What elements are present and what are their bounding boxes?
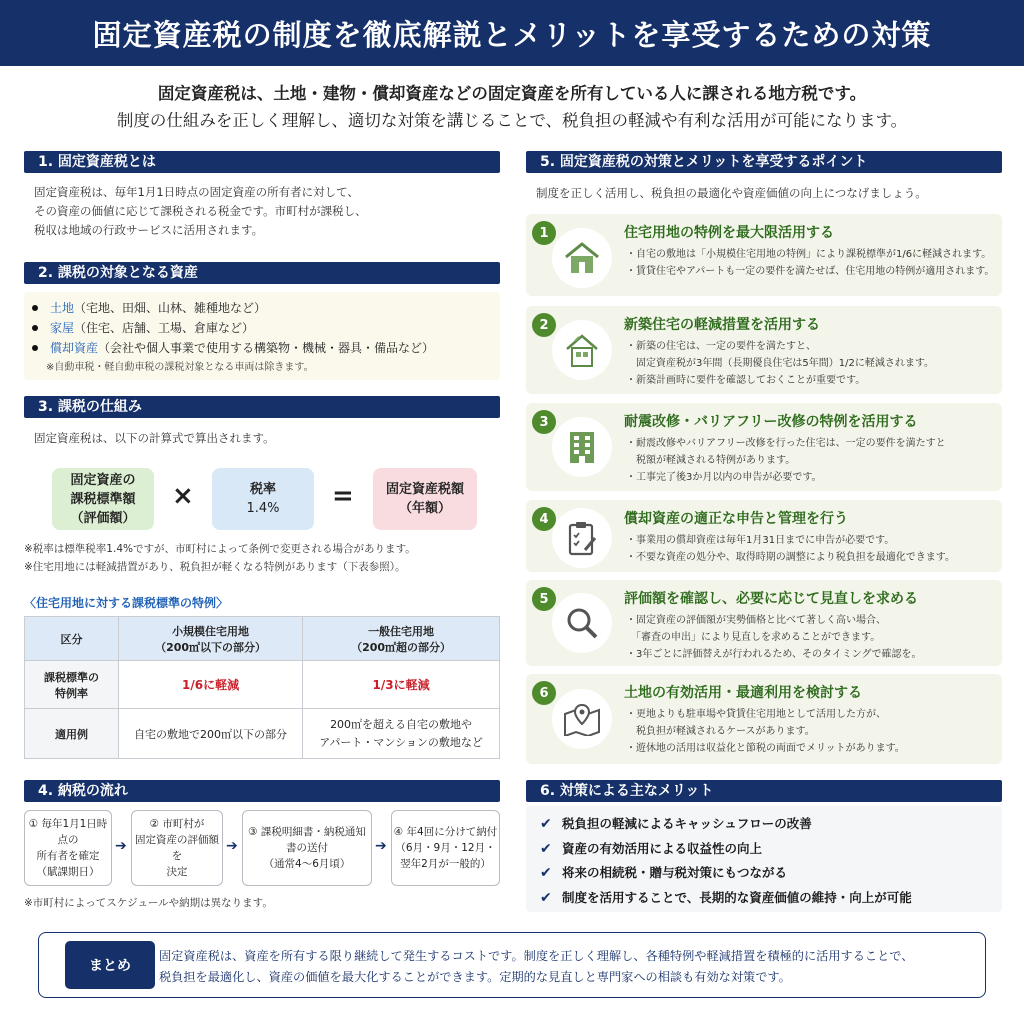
section-1-body: [34, 183, 367, 240]
merit-item: [540, 837, 1002, 862]
formula-text: （評価額）: [70, 510, 136, 526]
merit-item: [540, 812, 1002, 837]
tip-number: 1: [532, 221, 556, 245]
formula-text: 固定資産の: [70, 472, 136, 488]
table-cell: 200㎡を超える自宅の敷地や アパート・マンションの敷地など: [303, 709, 500, 759]
page-title: 固定資産税の制度を徹底解説とメリットを享受するための対策: [0, 0, 1024, 66]
table-cell: 1/3に軽減: [303, 661, 500, 709]
tip-body: [626, 532, 998, 566]
formula-tax-rate-box: [212, 468, 314, 530]
section-1-heading: 1. 固定資産税とは: [24, 151, 500, 173]
asset-item-house: [50, 318, 500, 338]
check-icon: ✔: [540, 816, 552, 832]
asset-key: 償却資産: [50, 341, 99, 355]
tip-title: 評価額を確認し、必要に応じて見直しを求める: [624, 591, 918, 607]
tip-body: [626, 435, 998, 486]
section-3-heading: 3. 課税の仕組み: [24, 396, 500, 418]
tip-line: 固定資産税が3年間（長期優良住宅は5年間）1/2に軽減されます。: [626, 358, 935, 369]
flow-step: ③ 課税明細書・納税通知書の送付 （通常4〜6月頃）: [242, 810, 372, 886]
intro: [0, 80, 1024, 134]
formula-note: ※住宅用地には軽減措置があり、税負担が軽くなる特例があります（下表参照）。: [24, 561, 406, 573]
formula-text: 1.4%: [246, 501, 280, 516]
formula-tax-base-box: [52, 468, 154, 530]
multiply-sign: ×: [172, 481, 194, 511]
flow-step: ① 毎年1月1日時点の 所有者を確定 （賦課期日）: [24, 810, 112, 886]
tip-line: 税額が軽減される特例があります。: [626, 455, 796, 466]
building-icon: [552, 417, 612, 477]
equals-sign: =: [332, 481, 354, 511]
asset-list: [24, 292, 500, 380]
tip-line: 「審査の申出」により見直しを求めることができます。: [626, 632, 881, 643]
merit-text: 税負担の軽減によるキャッシュフローの改善: [562, 816, 812, 831]
tip-line: ・新築の住宅は、一定の要件を満たすと、: [626, 341, 816, 352]
section-5-intro: 制度を正しく活用し、税負担の最適化や資産価値の向上につなげましょう。: [536, 186, 927, 200]
table-header-row: [25, 617, 500, 661]
asset-desc: （住宅、店舗、工場、倉庫など）: [74, 321, 255, 335]
tip-number: 3: [532, 410, 556, 434]
tip-number: 2: [532, 313, 556, 337]
check-icon: ✔: [540, 840, 552, 857]
intro-line-1: 固定資産税は、土地・建物・償却資産などの固定資産を所有している人に課される地方税です。: [157, 84, 867, 103]
table-title: 〈住宅用地に対する課税標準の特例〉: [24, 596, 229, 610]
tip-line: ・固定資産の評価額が実勢価格と比べて著しく高い場合、: [626, 615, 886, 626]
intro-line-2: 制度の仕組みを正しく理解し、適切な対策を講じることで、税負担の軽減や有利な活用が可能になります。: [116, 111, 908, 130]
tip-title: 償却資産の適正な申告と管理を行う: [624, 511, 848, 527]
table-header-cell: 一般住宅用地 （200㎡超の部分）: [303, 617, 500, 661]
tip-line: ・遊休地の活用は収益化と節税の両面でメリットがあります。: [626, 743, 905, 754]
asset-item-depreciable: [50, 338, 500, 358]
tip-line: ・不要な資産の処分や、取得時期の調整により税負担を最適化できます。: [626, 552, 955, 563]
flow-arrow-icon: ➔: [226, 838, 238, 854]
new-house-icon: [552, 320, 612, 380]
section-4-heading: 4. 納税の流れ: [24, 780, 500, 802]
tip-line: ・耐震改修やバリアフリー改修を行った住宅は、一定の要件を満たすと: [626, 438, 946, 449]
tip-number: 5: [532, 587, 556, 611]
formula-tax-amount-box: [373, 468, 477, 530]
tip-card: [526, 214, 1002, 296]
section-1-line: 税収は地域の行政サービスに活用されます。: [34, 223, 264, 237]
summary-line: 固定資産税は、資産を所有する限り継続して発生するコストです。制度を正しく理解し、各種特例や軽減措置を積極的に活用することで、: [159, 949, 914, 963]
table-row-label: 適用例: [25, 709, 119, 759]
tip-card: [526, 580, 1002, 666]
flow-arrow-icon: ➔: [115, 838, 127, 854]
formula-text: 税率: [249, 482, 276, 497]
merit-item: [540, 886, 1002, 911]
section-5-heading: 5. 固定資産税の対策とメリットを享受するポイント: [526, 151, 1002, 173]
formula-intro: 固定資産税は、以下の計算式で算出されます。: [34, 431, 275, 445]
formula-note: ※税率は標準税率1.4%ですが、市町村によって条例で変更される場合があります。: [24, 543, 416, 555]
asset-key: 家屋: [50, 321, 75, 335]
table-row: [25, 709, 500, 759]
asset-desc: （会社や個人事業で使用する構築物・機械・器具・備品など）: [98, 341, 435, 355]
special-rate-table: [24, 616, 500, 759]
tip-line: ・事業用の償却資産は毎年1月31日までに申告が必要です。: [626, 535, 895, 546]
formula-text: 課税標準額: [70, 491, 136, 507]
section-1-line: 固定資産税は、毎年1月1日時点の固定資産の所有者に対して、: [34, 185, 359, 199]
tip-title: 耐震改修・バリアフリー改修の特例を活用する: [624, 414, 918, 430]
asset-key: 土地: [50, 301, 75, 315]
tip-line: ・更地よりも駐車場や貸賃住宅用地として活用した方が、: [626, 709, 886, 720]
tip-card: [526, 674, 1002, 764]
tip-body: [626, 612, 998, 663]
merit-text: 将来の相続税・贈与税対策にもつながる: [562, 865, 788, 880]
map-pin-icon: [552, 689, 612, 749]
flow-arrow-icon: ➔: [375, 838, 387, 854]
summary-box: [38, 932, 986, 998]
tip-card: [526, 500, 1002, 572]
table-row-label: 課税標準の 特例率: [25, 661, 119, 709]
merit-list: [526, 806, 1002, 912]
tip-body: [626, 338, 998, 389]
check-icon: ✔: [540, 889, 552, 906]
table-cell: 自宅の敷地で200㎡以下の部分: [119, 709, 303, 759]
flow-step: ② 市町村が 固定資産の評価額を 決定: [131, 810, 223, 886]
section-6-heading: 6. 対策による主なメリット: [526, 780, 1002, 802]
merit-text: 資産の有効活用による収益性の向上: [562, 840, 763, 856]
summary-text: [159, 946, 985, 988]
tip-line: ・自宅の敷地は「小規模住宅用地の特例」により課税標準が1/6に軽減されます。: [626, 249, 992, 260]
tip-body: [626, 246, 998, 280]
section-2-heading: 2. 課税の対象となる資産: [24, 262, 500, 284]
check-icon: ✔: [540, 865, 552, 881]
merit-item: [540, 861, 1002, 886]
tip-line: ・新築計画時に要件を確認しておくことが重要です。: [626, 375, 866, 386]
summary-label: まとめ: [65, 941, 155, 989]
tip-line: ・3年ごとに評価替えが行われるため、そのタイミングで確認を。: [626, 649, 922, 660]
asset-note: ※自動車税・軽自動車税の課税対象となる車両は除きます。: [46, 362, 314, 373]
tip-body: [626, 706, 998, 757]
formula-notes: [24, 540, 416, 576]
summary-line: 税負担を最適化し、資産の価値を最大化することができます。定期的な見直しと専門家への相談も有効な対策です。: [159, 970, 791, 984]
merit-text: 制度を活用することで、長期的な資産価値の維持・向上が可能: [562, 889, 912, 905]
clipboard-icon: [552, 508, 612, 568]
table-row: [25, 661, 500, 709]
flow-step: ④ 年4回に分けて納付 （6月・9月・12月・ 翌年2月が一般的）: [391, 810, 500, 886]
house-icon: [552, 228, 612, 288]
table-header-cell: 小規模住宅用地 （200㎡以下の部分）: [119, 617, 303, 661]
table-header-cell: 区分: [25, 617, 119, 661]
tip-line: ・工事完了後3か月以内の申告が必要です。: [626, 472, 822, 483]
tip-number: 4: [532, 507, 556, 531]
formula-text: （年額）: [398, 501, 451, 516]
tip-number: 6: [532, 681, 556, 705]
tip-card: [526, 306, 1002, 394]
flow-note: ※市町村によってスケジュールや納期は異なります。: [24, 897, 273, 909]
magnifier-icon: [552, 593, 612, 653]
tip-title: 土地の有効活用・最適利用を検討する: [624, 685, 862, 701]
tip-title: 新築住宅の軽減措置を活用する: [624, 317, 820, 333]
tip-line: 税負担が軽減されるケースがあります。: [626, 726, 815, 737]
table-cell: 1/6に軽減: [119, 661, 303, 709]
tip-card: [526, 403, 1002, 491]
asset-desc: （宅地、田畑、山林、雑種地など）: [74, 301, 267, 315]
section-1-line: その資産の価値に応じて課税される税金です。市町村が課税し、: [34, 204, 367, 218]
formula-text: 固定資産税額: [385, 482, 464, 497]
tip-title: 住宅用地の特例を最大限活用する: [624, 225, 834, 241]
tip-line: ・賃貸住宅やアパートも一定の要件を満たせば、住宅用地の特例が適用されます。: [626, 266, 995, 277]
asset-item-land: [50, 298, 500, 318]
